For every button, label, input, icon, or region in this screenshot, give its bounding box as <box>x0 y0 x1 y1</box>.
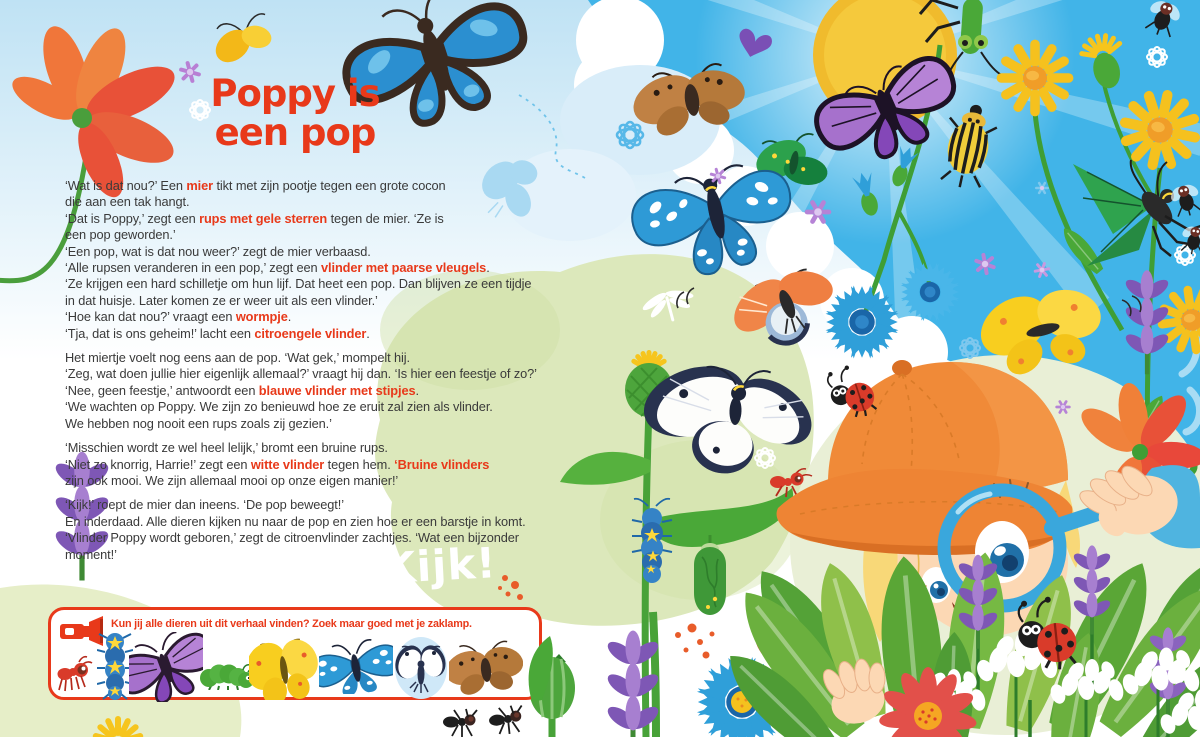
story-line: ‘Een pop, wat is dat nou weer?’ zegt de mier verbaasd. <box>65 243 371 259</box>
story-paragraph <box>65 350 610 432</box>
story-line: in dat huisje. Later komen ze er weer uit als een vlinder.’ <box>65 292 378 308</box>
story-line: een pop geworden.’ <box>65 227 176 243</box>
kijk-callout: Kijk! <box>381 538 498 593</box>
story-line: ‘Niet zo knorrig, Harrie!’ zegt een witte vlinder tegen hem. ‘Bruine vlinders <box>65 456 490 472</box>
story-line: ‘Ze krijgen een hard schilletje om hun lijf. Dat heet een pop. Dan blijven ze een tijdje <box>65 276 532 292</box>
story-paragraph <box>65 497 610 563</box>
highlighted-animal-name: rups met gele sterren <box>199 210 328 226</box>
red-ant-icon <box>57 654 95 694</box>
highlighted-animal-name: mier <box>186 178 213 193</box>
story-line: ‘Dat is Poppy,’ zegt een rups met gele sterren tegen de mier. ‘Ze is <box>65 210 444 226</box>
highlighted-animal-name: blauwe vlinder met stipjes <box>258 382 416 398</box>
search-banner <box>48 607 542 700</box>
story-line: ‘Wat is dat nou?’ Een mier tikt met zijn pootje tegen een grote cocon <box>65 178 446 193</box>
blue-spotted-butterfly-icon <box>319 638 393 694</box>
story-line: zijn ook mooi. We zijn allemaal mooi op onze eigen manier!’ <box>65 472 399 488</box>
page-title-line2: een pop <box>214 111 376 155</box>
story-line: En inderdaad. Alle dieren kijken nu naar de pop en zien hoe er een barstje in komt. <box>65 513 526 529</box>
highlighted-animal-name: witte vlinder <box>250 456 325 472</box>
story-line: die aan een tak hangt. <box>65 194 190 210</box>
story-line: Het miertje voelt nog eens aan de pop. ‘Wat gek,’ mompelt hij. <box>65 350 410 366</box>
green-caterpillar-icon <box>199 658 255 690</box>
story-line: ‘Zeg, wat doen jullie hier eigenlijk allemaal?’ vraagt hij dan. ‘Is hier een feestje of zo?’ <box>65 366 537 382</box>
highlighted-animal-name: ‘Bruine vlinders <box>394 456 490 472</box>
highlighted-animal-name: vlinder met paarse vleugels <box>321 260 487 276</box>
highlighted-animal-name: wormpje <box>235 309 288 325</box>
white-butterfly-icon <box>395 636 447 700</box>
page-title <box>160 72 430 155</box>
story-text <box>65 178 610 571</box>
yellow-butterfly-icon <box>249 638 319 700</box>
story-line: ‘Vlinder Poppy wordt geboren,’ zegt de citroenvlinder zachtjes. ‘Wat een bijzonder <box>65 530 519 546</box>
story-line: ‘We wachten op Poppy. We zijn zo benieuwd hoe ze eruit zal zien als vlinder. <box>65 399 493 415</box>
blue-star-caterpillar-icon <box>97 632 133 700</box>
purple-butterfly-icon <box>129 632 203 702</box>
page-title-line1: Poppy is <box>210 72 380 115</box>
story-line: ‘Misschien wordt ze wel heel lelijk,’ bromt een bruine rups. <box>65 440 388 456</box>
story-paragraph <box>65 178 610 342</box>
story-line: ‘Nee, geen feestje,’ antwoordt een blauwe vlinder met stipjes. <box>65 382 419 398</box>
story-line: ‘Tja, dat is ons geheim!’ lacht een citroengele vlinder. <box>65 325 370 341</box>
highlighted-animal-name: citroengele vlinder <box>254 325 367 341</box>
banner-text: Kun jij alle dieren uit dit verhaal vinden? Zoek maar goed met je zaklamp. <box>111 618 472 630</box>
story-line: ‘Alle rupsen veranderen in een pop,’ zegt een vlinder met paarse vleugels. <box>65 260 490 276</box>
story-line: ‘Kijk!’ roept de mier dan ineens. ‘De pop beweegt!’ <box>65 497 344 513</box>
cap-button <box>892 360 912 376</box>
story-paragraph <box>65 440 610 489</box>
brown-butterfly-icon <box>449 640 523 696</box>
story-line: moment!’ <box>65 546 117 562</box>
story-line: We hebben nog nooit een rups zoals zij gezien.’ <box>65 415 332 431</box>
story-line: ‘Hoe kan dat nou?’ vraagt een wormpje. <box>65 309 292 325</box>
leaf-over-banner <box>520 634 554 704</box>
